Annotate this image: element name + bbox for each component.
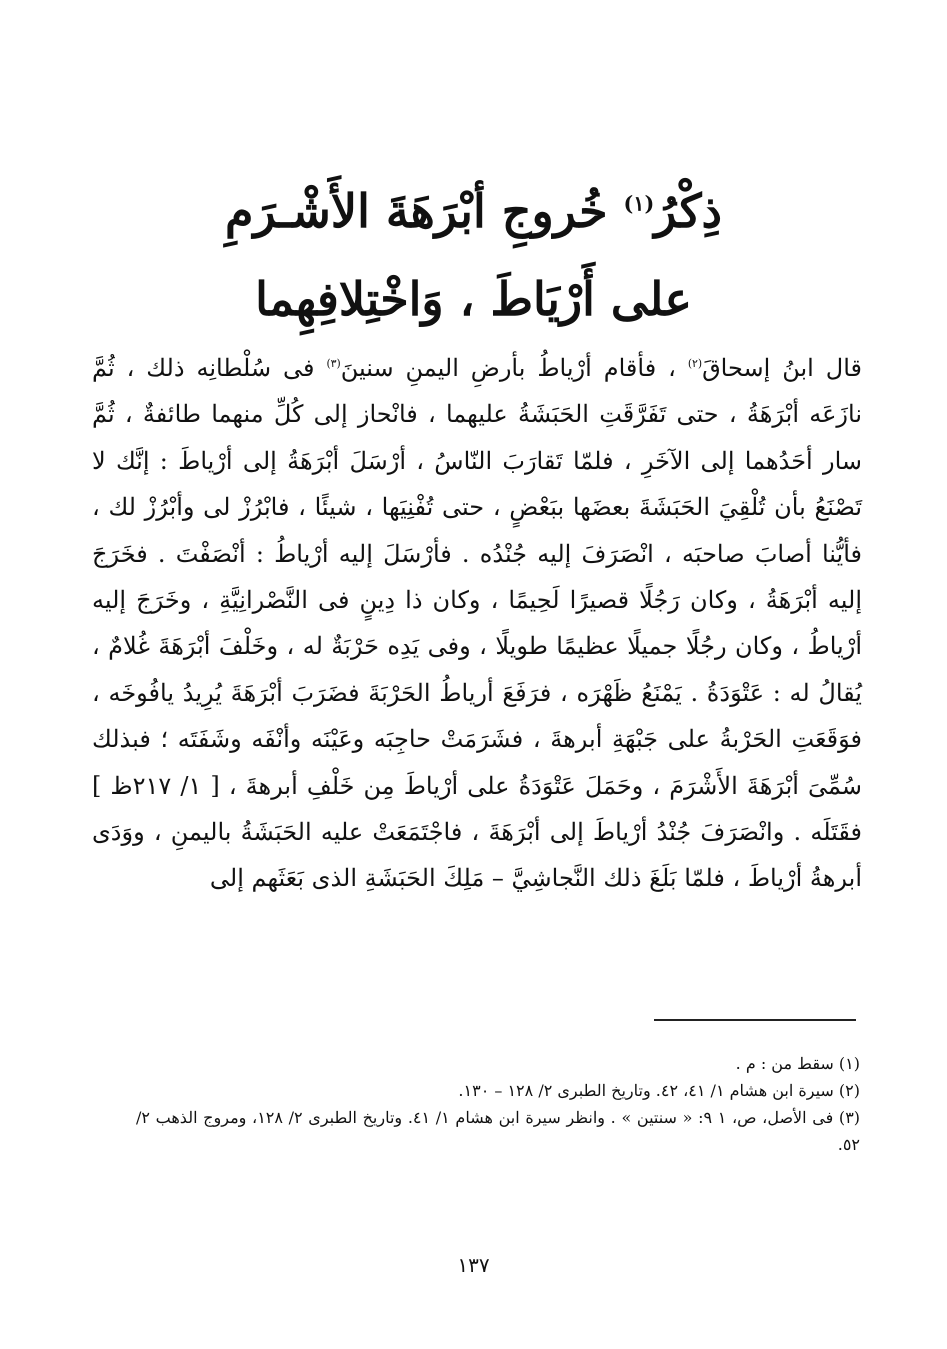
footnote-1: (١) سقط من : م . [735,1054,860,1073]
footnote-separator [654,1019,856,1021]
body-text-segment: فى سُلْطانِه ذلك ، ثُمَّ نازَعَه أبْرَهَةُ ، حتى تَفَرَّقَتِ الحَبَشَةُ عليهما ، فانْحاز إلى كُلِّ منهما طائفةٌ ، ثُمَّ سار أحَدُهما إلى الآخَرِ ، فلمّا تَقارَبَ النّاسُ ، أرْسَلَ أبْرَهَةُ إلى أرْياطَ : إنَّك لا تَصْنَعُ بأن تُلْقِيَ الحَبَشَةَ بعضَها ببَعْضٍ ، حتى تُفْنِيَها ، شيئًا ، فابْرُزْ لى وأبْرُزْ لك ، فأيُّنا أصابَ صاحبَه ، انْصَرَفَ إليه جُنْدُه . فأرْسَلَ إليه أرْياطُ : أنْصَفْتَ . فخَرَجَ إليه أبْرَهَةُ ، وكان رَجُلًا قصيرًا لَحِيمًا ، وكان ذا دِينٍ فى النَّصْرانِيَّةِ ، وخَرَجَ إليه أرْياطُ ، وكان رجُلًا جميلًا عظيمًا طويلًا ، وفى يَدِه حَرْبَةٌ له ، وخَلْفَ أبْرَهَةَ غُلامٌ ، يُقالُ له : عَتْوَدَةُ . يَمْنَعُ ظَهْرَه ، فرَفَعَ أرياطُ الحَرْبَةَ فضَرَبَ أبْرَهَةَ يُرِيدُ يافُوخَه ، فوَقَعَتِ الحَرْبةُ على جَبْهَةِ أبرهةَ ، فشَرَمَتْ حاجِبَه وعَيْنَه وأنْفَه وشَفَتَه ؛ فبذلك سُمِّىَ أبْرَهَةَ الأَشْرَمَ ، وحَمَلَ عَتْوَدَةُ على أرْياطَ مِن خَلْفِ أبرهةَ ، [92,354,863,800]
chapter-title-line-1 [150,181,797,241]
page-number: ١٣٧ [457,1253,490,1277]
footnote-ref-2: (٢) [687,357,703,370]
title-word: ذِكْرُ [654,183,723,238]
body-text-segment: ، فأقام أرْياطُ بأرضِ اليمنِ سنينَ [340,354,676,382]
chapter-title-line-2: على أَرْيَاطَ ، وَاخْتِلافِهِما [255,271,692,326]
title-rest: خُروجِ أبْرَهَةَ الأَشْـرَمِ [224,183,608,238]
manuscript-folio-marker: [ ١/ ٢١٧ظ ] [92,771,220,800]
footnote-ref-3: (٣) [326,357,341,370]
footnote-3: (٣) فى الأصل، ص، ١ ٩: « سنتين » . وانظر سيرة ابن هشام ١/ ٤١. وتاريخ الطبرى ٢/ ١٢٨، ومروج الذهب ٢/ ٥٢. [136,1108,861,1154]
footnotes [136,1050,860,1158]
footnote-2: (٢) سيرة ابن هشام ١/ ٤١، ٤٢. وتاريخ الطبرى ٢/ ١٢٨ – ١٣٠. [458,1081,860,1100]
body-text-segment: فقَتَلَه . وانْصَرَفَ جُنْدُ أرْياطَ إلى أبْرَهَةَ ، فاجْتَمَعَتْ عليه الحَبَشَةُ باليمنِ ، ووَدَى أبرهةُ أرْياطَ ، فلمّا بَلَغَ ذلك النَّجاشِيَّ – مَلِكَ الحَبَشَةِ الذى بَعَثَهم إلى [92,818,862,893]
body-paragraph [92,345,862,902]
footnote-ref-1: (١) [623,191,655,216]
body-text-segment: قال ابنُ إسحاقَ [702,354,862,382]
